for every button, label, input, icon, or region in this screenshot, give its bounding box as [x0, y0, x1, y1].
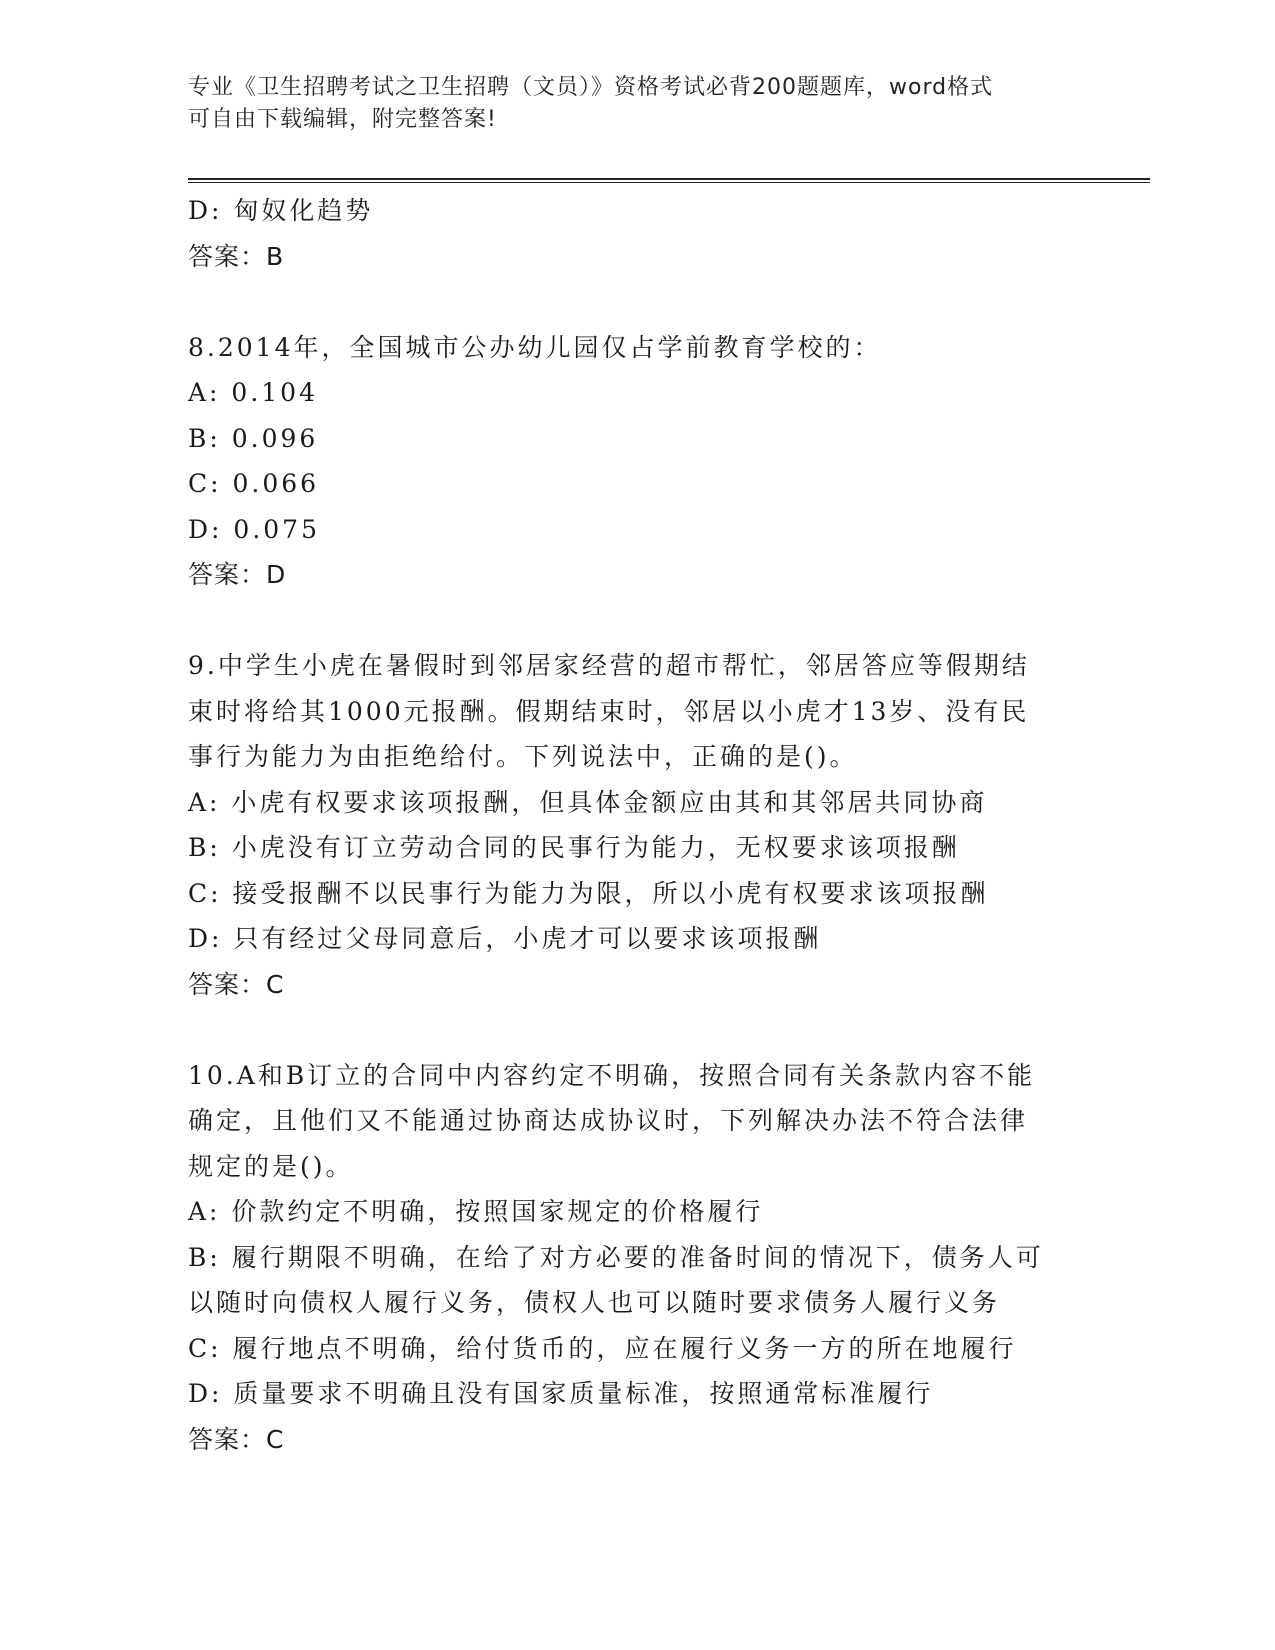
option-d: D: 质量要求不明确且没有国家质量标准，按照通常标准履行: [188, 1379, 934, 1408]
option-c: C: 接受报酬不以民事行为能力为限，所以小虎有权要求该项报酬: [188, 878, 989, 908]
answer: 答案：D: [188, 560, 287, 589]
option-d: D: 0.075: [188, 514, 320, 544]
spacer: [188, 598, 1088, 644]
question-stem-line: 9.中学生小虎在暑假时到邻居家经营的超市帮忙，邻居答应等假期结: [188, 651, 1030, 680]
header-line-1: 专业《卫生招聘考试之卫生招聘（文员）》资格考试必背200题题库，word格式: [188, 75, 994, 100]
option-a: A: 小虎有权要求该项报酬，但具体金额应由其和其邻居共同协商: [188, 787, 988, 817]
header-line-2: 可自由下载编辑，附完整答案!: [188, 107, 497, 132]
header-divider-thick: [188, 178, 1150, 180]
option-a: A: 价款约定不明确，按照国家规定的价格履行: [188, 1197, 764, 1226]
question-10: [188, 1053, 1088, 1463]
spacer: [188, 279, 1088, 325]
question-7-tail: [188, 188, 1088, 279]
option-b-line: B: 履行期限不明确，在给了对方必要的准备时间的情况下，债务人可: [188, 1242, 1044, 1272]
option-a: A: 0.104: [188, 378, 318, 407]
question-stem-line: 事行为能力为由拒绝给付。下列说法中，正确的是()。: [188, 742, 858, 771]
answer: 答案：C: [188, 969, 285, 999]
option-d: D: 只有经过父母同意后，小虎才可以要求该项报酬: [188, 924, 822, 953]
answer: 答案：B: [188, 241, 285, 271]
document-header: [188, 72, 1068, 136]
option-b: B: 0.096: [188, 423, 319, 453]
question-8: [188, 325, 1088, 598]
answer: 答案：C: [188, 1424, 285, 1454]
option-c: C: 0.066: [188, 469, 320, 498]
header-divider-thin: [188, 182, 1150, 183]
option-b: B: 小虎没有订立劳动合同的民事行为能力，无权要求该项报酬: [188, 833, 960, 862]
question-stem: 8.2014年，全国城市公办幼儿园仅占学前教育学校的：: [188, 332, 882, 362]
question-stem-line: 10.A和B订立的合同中内容约定不明确，按照合同有关条款内容不能: [188, 1060, 1036, 1090]
option-b-line: 以随时向债权人履行义务，债权人也可以随时要求债务人履行义务: [188, 1288, 1001, 1317]
question-stem-line: 确定，且他们又不能通过协商达成协议时，下列解决办法不符合法律: [188, 1106, 1029, 1135]
question-stem-line: 束时将给其1000元报酬。假期结束时，邻居以小虎才13岁、没有民: [188, 696, 1030, 726]
question-content: [188, 188, 1088, 1462]
spacer: [188, 1007, 1088, 1053]
option-d: D: 匈奴化趋势: [188, 196, 374, 225]
question-9: [188, 643, 1088, 1007]
question-stem-line: 规定的是()。: [188, 1151, 354, 1181]
option-c: C: 履行地点不明确，给付货币的，应在履行义务一方的所在地履行: [188, 1333, 1017, 1363]
